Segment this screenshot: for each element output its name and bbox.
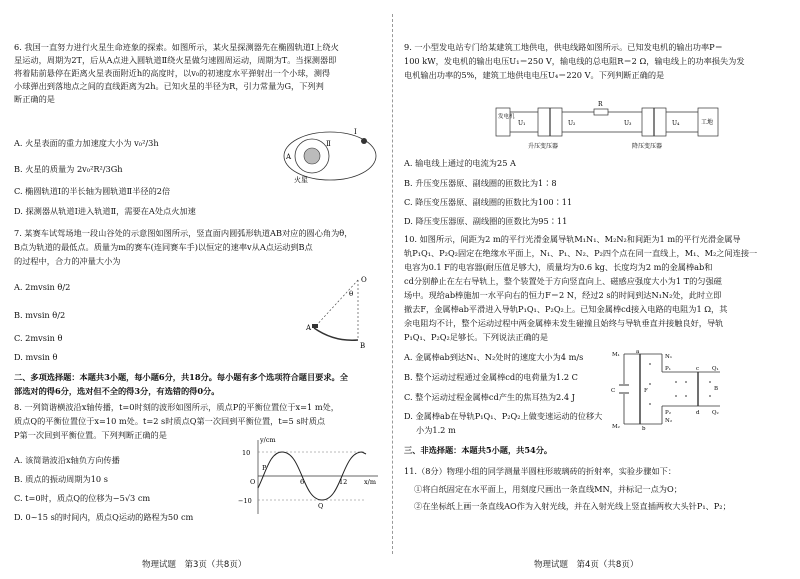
- q7-option-b: B. mvsin θ/2: [14, 310, 66, 320]
- car-icon: [312, 324, 318, 328]
- q6-option-d: D. 探测器从轨道Ⅰ进入轨道Ⅱ，需要在A处点火加速: [14, 206, 196, 216]
- fig-label: M₂: [612, 424, 620, 430]
- q6-line: 小球弹出到落地点之间的直线距离为2h。已知火星的半径为R，引力常量为G，下列判: [14, 81, 324, 91]
- q8-option-c: C. t=0时，质点Q的位移为−5√3 cm: [14, 493, 151, 503]
- arc-track: [314, 328, 358, 340]
- q10-line: cd分别静止在左右导轨上，整个装置处于方向竖直向上、磁感应强度大小为1 T的匀强磁: [404, 276, 722, 286]
- fig-label: P: [262, 464, 267, 472]
- q8-line: P第一次回到平衡位置。下列判断正确的是: [14, 430, 167, 440]
- q8-line: 8. 一列简谐横波沿x轴传播，t=0时刻的波形如图所示，质点P的平衡位置位于x=1 m处，: [14, 402, 339, 412]
- fig-label: x/m: [364, 478, 377, 486]
- q7-line: 的过程中，合力的冲量大小为: [14, 256, 121, 266]
- q10-line: 轨P₁Q₁、P₂Q₂固定在绝缘水平面上，N₁、P₁、N₂、P₂四个点在同一直线上，M₁、M₂之间连接一: [404, 248, 758, 258]
- q6-orbit-figure: [276, 124, 386, 186]
- page-footer-left: 物理试题 第3页（共8页）: [142, 560, 247, 570]
- mars-planet: [304, 148, 320, 164]
- fig-label: y/cm: [260, 436, 276, 444]
- q11-line: ①将白纸固定在水平面上，用刻度尺画出一条直线MN，并标记一点为O；: [414, 484, 682, 494]
- q8-line: 质点Q的平衡位置位于x=10 m处。t=2 s时质点Q第一次回到平衡位置，t=5 s时质点: [14, 416, 326, 426]
- probe-icon: [361, 138, 367, 144]
- fig-label: U₄: [672, 120, 680, 127]
- q7-track-figure: [296, 270, 376, 350]
- fig-label: a: [636, 349, 640, 355]
- fig-label: b: [642, 426, 646, 430]
- magnetic-field-dots: [649, 363, 711, 405]
- q6-line: 6. 我国一直努力进行火星生命迹象的探索。如图所示，某火星探测器先在椭圆轨道Ⅰ上绕火: [14, 42, 339, 52]
- fig-label: 火星: [294, 176, 308, 184]
- q10-option-c: C. 整个运动过程金属棒cd产生的焦耳热为2.4 J: [404, 392, 575, 402]
- q6-option-b: B. 火星的质量为 2v₀²R²/3Gh: [14, 164, 123, 174]
- q7-line: 7. 某赛车试驾场地一段山谷处的示意图如图所示，竖直面内圆弧形轨道AB对应的圆心角为θ，: [14, 228, 353, 238]
- fig-label: −10: [238, 497, 252, 505]
- q9-line: 电机输出功率的5%，建筑工地供电电压U₄＝220 V。下列判断正确的是: [404, 70, 665, 80]
- fig-label: 6: [300, 478, 305, 486]
- q9-option-b: B. 升压变压器原、副线圈的匝数比为1∶8: [404, 178, 557, 188]
- fig-label: R: [598, 101, 603, 108]
- q8-option-a: A. 该简谐波沿x轴负方向传播: [14, 455, 120, 465]
- fig-label: 降压变压器: [632, 143, 663, 150]
- fig-label: P₂: [665, 410, 671, 416]
- q9-circuit-figure: [492, 96, 724, 152]
- fig-label: U₂: [568, 120, 576, 127]
- q7-option-c: C. 2mvsin θ: [14, 333, 63, 343]
- fig-label: C: [611, 388, 616, 394]
- q10-line: P₁Q₁、P₂Q₂足够长。下列说法正确的是: [404, 332, 549, 342]
- q9-line: 100 kW，发电机的输出电压U₁＝250 V，输电线的总电阻R＝2 Ω，输电线上的功率损失为发: [404, 56, 745, 66]
- fig-label: U₁: [518, 120, 526, 127]
- section2-heading: 二、多项选择题：本题共3小题，每小题6分，共18分。每小题有多个选项符合题目要求。全: [14, 372, 348, 382]
- section2-heading: 部选对的得6分，选对但不全的得3分，有选错的得0分。: [14, 386, 220, 396]
- q10-line: 余电阻均不计，整个运动过程中两金属棒未发生碰撞且始终与导轨垂直并接触良好，导轨: [404, 318, 724, 328]
- fig-label: U₃: [624, 120, 632, 127]
- section3-heading: 三、非选择题：本题共5小题，共54分。: [404, 445, 553, 455]
- fig-label: θ: [349, 290, 354, 298]
- q10-line: 场中。现给ab棒施加一水平向右的恒力F＝2 N，经过2 s的时间到达N₁N₂处，此时立即: [404, 290, 722, 300]
- fig-label: 10: [242, 449, 251, 457]
- q10-rails-figure: [610, 348, 724, 430]
- q9-option-d: D. 降压变压器原、副线圈的匝数比为95∶11: [404, 216, 568, 226]
- q10-option-b: B. 整个运动过程通过金属棒cd的电荷量为1.2 C: [404, 372, 578, 382]
- q11-line: 11.（8分）物理小组的同学测量半圆柱形玻璃砖的折射率，实验步骤如下：: [404, 466, 677, 476]
- q9-option-c: C. 降压变压器原、副线圈的匝数比为100∶11: [404, 197, 573, 207]
- fig-label: c: [696, 366, 700, 372]
- fig-label: N₁: [665, 354, 673, 360]
- q9-line: 9. 一小型发电站专门给某建筑工地供电，供电线路如图所示。已知发电机的输出功率P＝: [404, 42, 723, 52]
- q10-option-d: D. 金属棒ab在导轨P₁Q₁、P₂Q₂上做变速运动的位移大: [404, 411, 603, 421]
- q8-option-d: D. 0~15 s的时间内，质点Q运动的路程为50 cm: [14, 512, 194, 522]
- q6-option-a: A. 火星表面的重力加速度大小为 v₀²/3h: [14, 138, 159, 148]
- fig-label: B: [360, 342, 366, 350]
- q6-option-c: C. 椭圆轨道Ⅰ的半长轴为圆轨道Ⅱ半径的2倍: [14, 186, 171, 196]
- q10-line: 撤去F，金属棒ab平滑进入导轨P₁Q₁、P₂Q₂上。已知金属棒cd接入电路的电阻为1 Ω，其: [404, 304, 728, 314]
- q6-line: 星运动，周期为2T，后从A点进入圆轨道Ⅱ绕火星做匀速圆周运动，周期为T。当探测器即: [14, 55, 337, 65]
- left-page: [14, 0, 394, 579]
- q10-option-a: A. 金属棒ab到达N₁、N₂处时的速度大小为4 m/s: [404, 352, 584, 362]
- q10-line: 电容为0.1 F的电容器(耐压值足够大)，质量均为0.6 kg、长度均为2 m的金属棒ab和: [404, 262, 713, 272]
- q9-option-a: A. 输电线上通过的电流为25 A: [404, 158, 516, 168]
- fig-label: F: [644, 388, 648, 394]
- fig-label: Q₁: [712, 366, 719, 372]
- page-footer-right: 物理试题 第4页（共8页）: [534, 560, 639, 570]
- fig-label: N₂: [665, 418, 673, 424]
- fig-label: 工地: [701, 119, 714, 126]
- generator-box: [496, 108, 510, 136]
- fig-label: 发电机: [498, 114, 515, 120]
- fig-label: M₁: [612, 352, 620, 358]
- fig-label: O: [361, 276, 367, 284]
- q10-option-d-cont: 小为1.2 m: [416, 425, 456, 435]
- fig-label: P₁: [665, 366, 671, 372]
- fig-label: O: [250, 478, 256, 486]
- q10-line: 10. 如图所示，间距为2 m的平行光滑金属导轨M₁N₁、M₂N₂和间距为1 m的平行光滑金属导: [404, 234, 741, 244]
- fig-label: B: [714, 386, 719, 392]
- q7-option-a: A. 2mvsin θ/2: [14, 282, 71, 292]
- fig-label: A: [306, 324, 312, 332]
- line-resistor: [594, 109, 608, 115]
- fig-label: 12: [339, 478, 348, 486]
- fig-label: d: [696, 410, 700, 416]
- q11-line: ②在坐标纸上画一条直线AO作为入射光线，并在入射光线上竖直插两枚大头针P₁、P₂；: [414, 501, 731, 511]
- fig-label: A: [286, 153, 292, 161]
- q7-line: B点为轨道的最低点。质量为m的赛车(连同赛车手)以恒定的速率v从A点运动到B点: [14, 242, 313, 252]
- q6-line: 断正确的是: [14, 94, 55, 104]
- fig-label: Q: [318, 502, 324, 510]
- fig-label: 升压变压器: [528, 143, 559, 150]
- fig-label: Ⅰ: [354, 128, 357, 136]
- q8-option-b: B. 质点的振动周期为10 s: [14, 474, 108, 484]
- fig-label: Q₂: [712, 410, 719, 416]
- q6-line: 将着陆前悬停在距离火星表面附近h的高度时，以v₀的初速度水平弹射出一个小球，测得: [14, 68, 331, 78]
- right-page: [404, 0, 784, 579]
- fig-label: Ⅱ: [326, 140, 331, 148]
- q7-option-d: D. mvsin θ: [14, 352, 58, 362]
- q8-wave-figure: [236, 436, 386, 518]
